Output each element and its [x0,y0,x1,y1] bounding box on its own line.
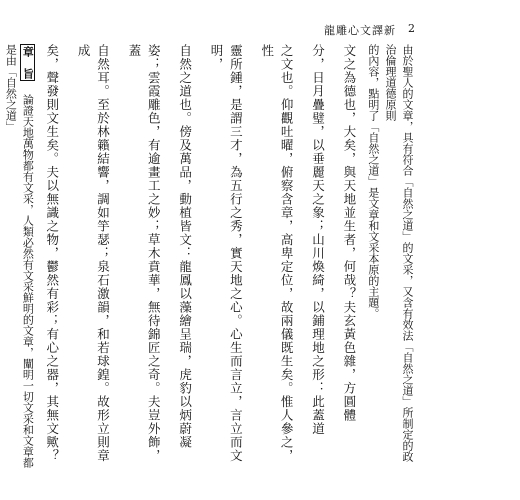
page-number: 2 [408,22,416,35]
classic-text-column: 姿；雲霞雕色，有逾畫工之妙；草木賁華，無待錦匠之奇。夫豈外飾，蓋 [126,44,162,463]
running-title: 龍雕心文譯新 [324,24,396,37]
page-header [324,22,416,38]
classic-text-column: 自然之道也。傍及萬品，動植皆文：龍鳳以藻繪呈瑞，虎豹以炳蔚凝 [177,44,193,449]
classic-text-column: 靈所鍾，是謂三才，為五行之秀，實天地之心。心生而言立，言立而文明， [208,44,244,463]
chapter-gist-heading: 章 旨 [21,46,35,79]
intro-column: 的內容，點明了「自然之道」是文章和文采本原的主題。 [366,44,380,319]
classic-text-column: 矣，聲發則文生矣。夫以無識之物，鬱然有彩；有心之器，其無文歟？ [44,44,60,463]
classic-text-column: 分，日月疊璧，以垂麗天之象；山川煥綺，以鋪理地之形：此蓋道 [310,44,326,436]
classic-text-column: 自然耳。至於林籟結響，調如竽瑟；泉石激韻，和若球鍠。故形立則章成 [76,44,111,463]
chapter-gist-column [2,44,36,469]
vertical-text-body [4,44,416,469]
intro-column: 由於聖人的文章，具有符合「自然之道」的文采，又含有效法「自然之道」所制定的政治倫理道德原則 [383,44,414,462]
chapter-gist-text: 論證天地萬物都有文采，人類必然有文采鮮明的文章，闡明一切文采和文章都是由「自然之道」 [4,44,35,468]
chapter-gist-column [0,44,2,469]
classic-text-column: 之文也。仰觀吐曜，俯察含章，高卑定位，故兩儀既生矣。惟人參之，性 [259,44,295,463]
classic-text-column: 文之為德也，大矣，與天地並生者，何哉？夫玄黃色雜，方圓體 [341,44,357,422]
